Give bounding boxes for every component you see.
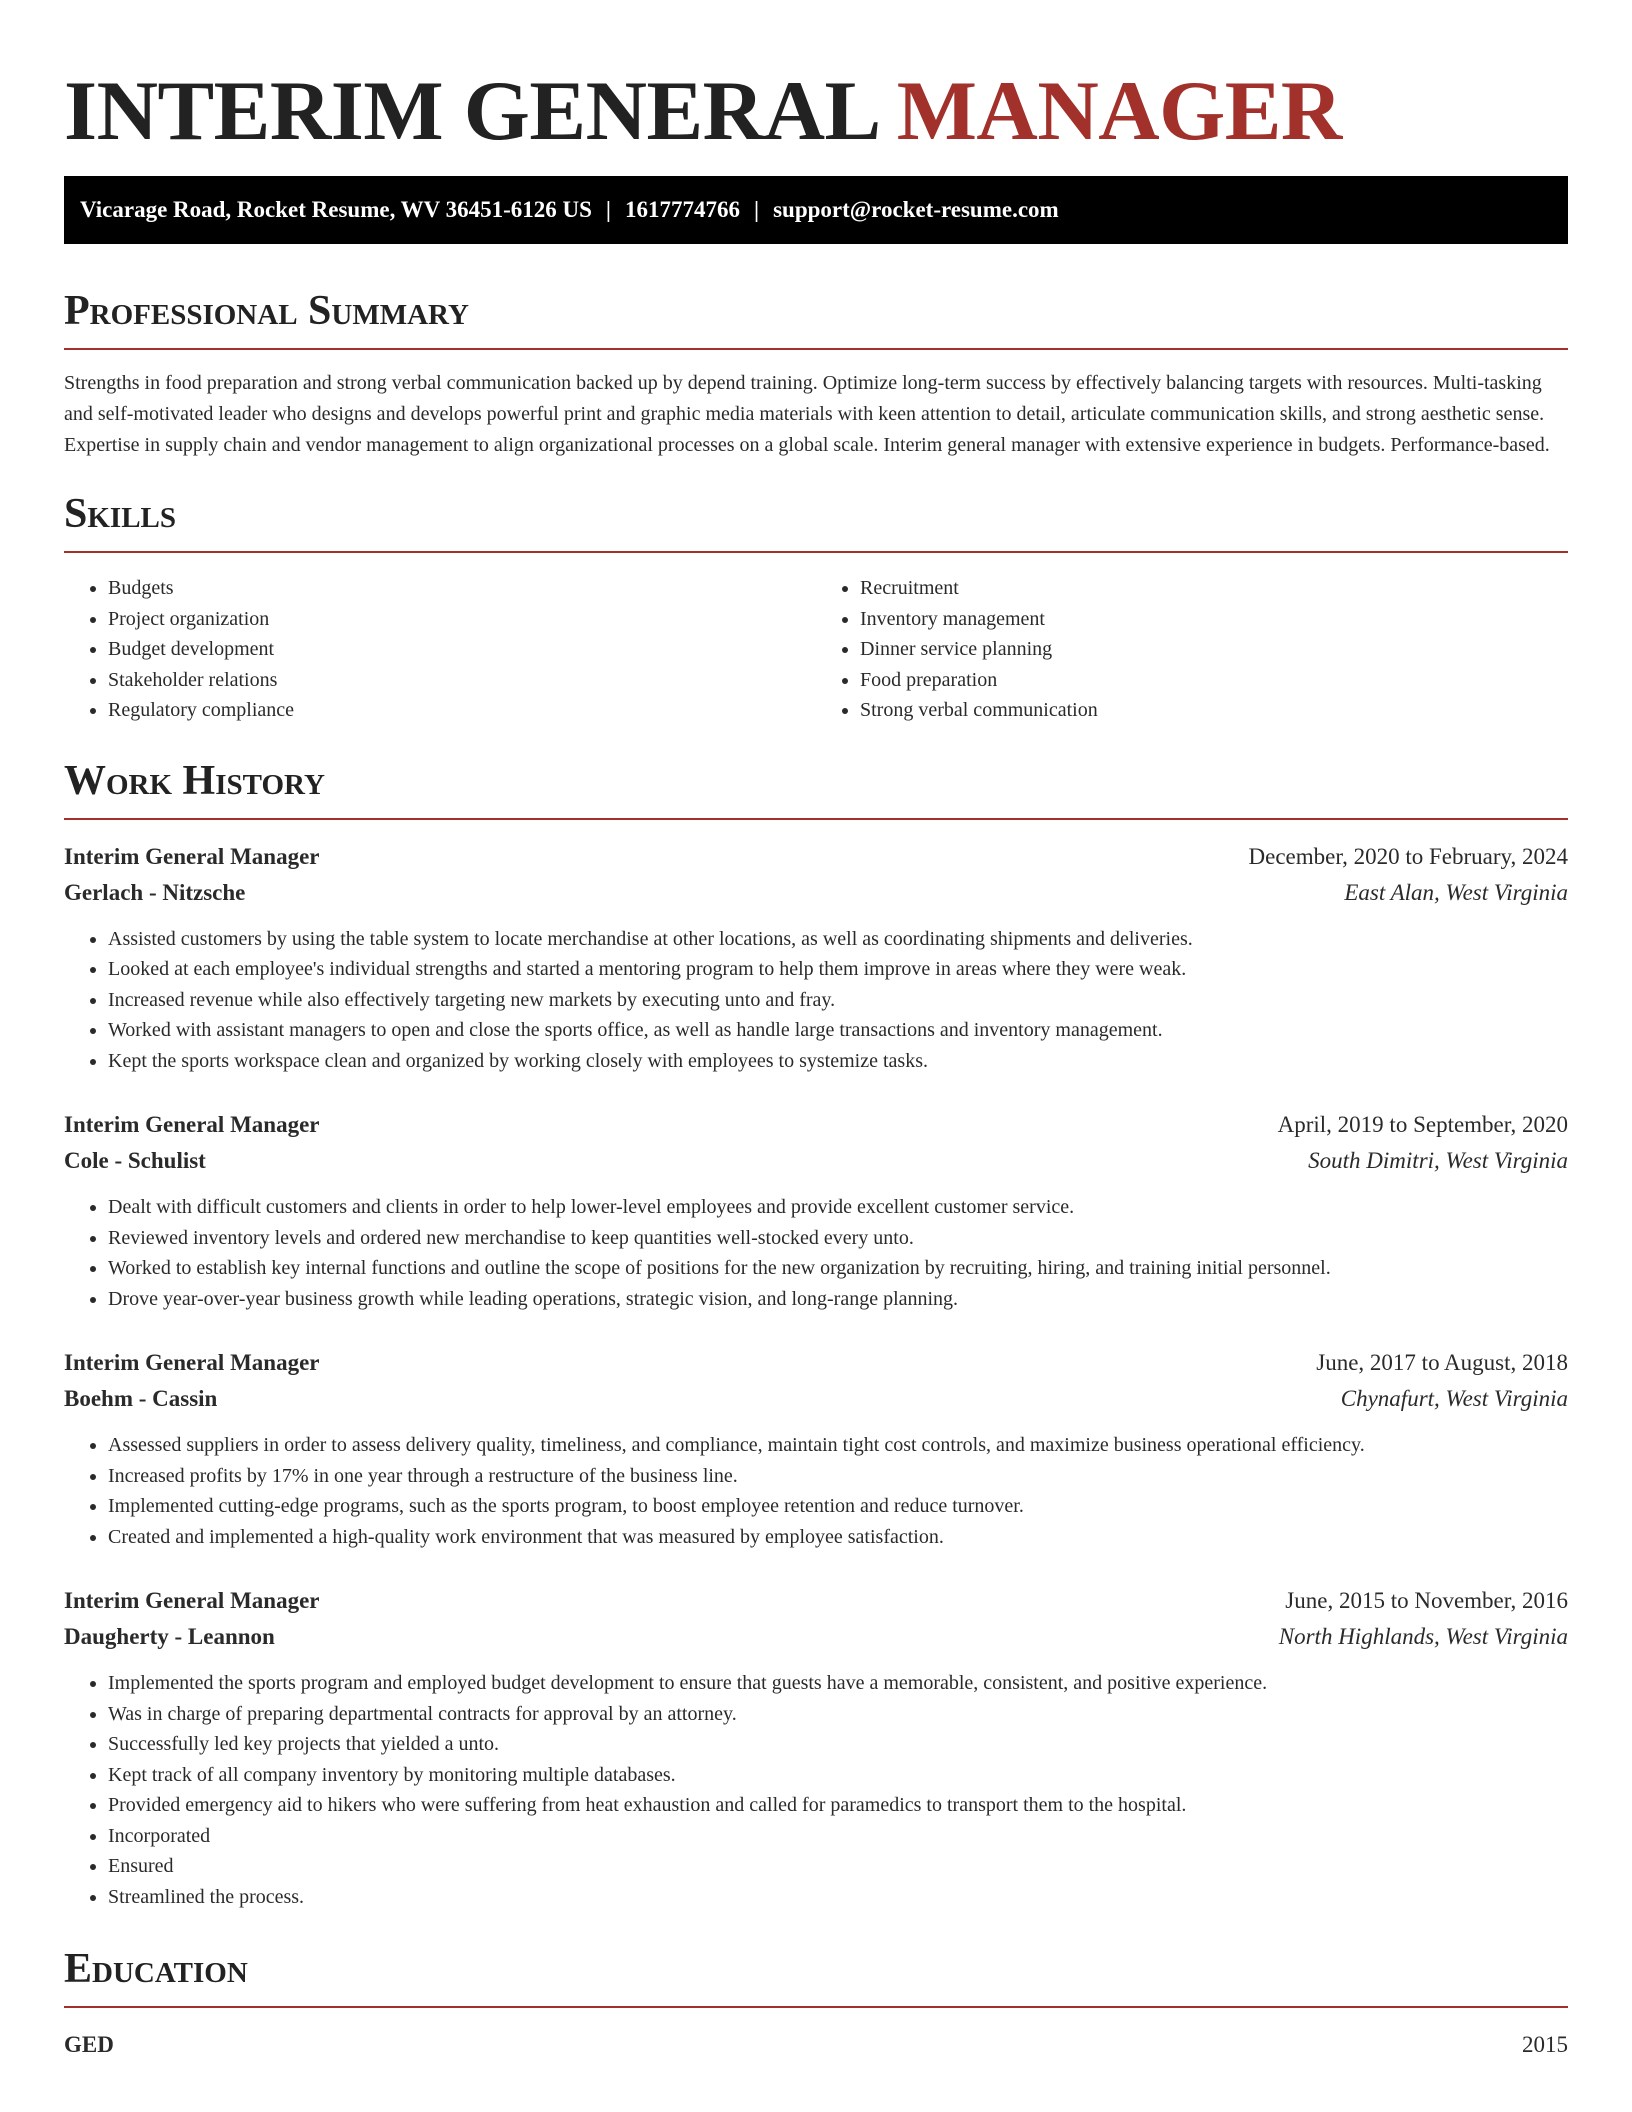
skill-item: • Strong verbal communication: [860, 695, 1568, 726]
job-location: South Dimitri, West Virginia: [1308, 1148, 1568, 1173]
education-year: 2015: [1522, 2032, 1568, 2057]
duty-item: • Worked to establish key internal functions and outline the scope of positions for the new organization by recruiting, hiring, and training initial personnel.: [108, 1253, 1568, 1284]
job-dates: December, 2020 to February, 2024: [1248, 843, 1568, 869]
duty-item: • Dealt with difficult customers and clients in order to help lower-level employees and provide excellent customer service.: [108, 1192, 1568, 1223]
skills-list: [64, 573, 1568, 726]
job-duties: [64, 1192, 1568, 1314]
work-history-heading: Work History: [64, 760, 1568, 820]
contact-email: support@rocket-resume.com: [773, 197, 1059, 222]
contact-address: Vicarage Road, Rocket Resume, WV 36451-6126 US: [80, 197, 592, 222]
skill-item: • Dinner service planning: [860, 634, 1568, 665]
skill-item: • Recruitment: [860, 573, 1568, 604]
skill-item: • Budget development: [108, 634, 816, 665]
duty-item: • Reviewed inventory levels and ordered new merchandise to keep quantities well-stocked every unto.: [108, 1223, 1568, 1254]
duty-item: • Provided emergency aid to hikers who were suffering from heat exhaustion and called for paramedics to transport them to the hospital.: [108, 1790, 1568, 1821]
job-entry: [64, 1348, 1568, 1552]
job-duties: [64, 1668, 1568, 1912]
job-dates: June, 2015 to November, 2016: [1285, 1588, 1568, 1613]
duty-item: • Worked with assistant managers to open and close the sports office, as well as handle large transactions and inventory management.: [108, 1015, 1568, 1046]
job-entry: [64, 1110, 1568, 1314]
job-company: Daugherty - Leannon: [64, 1624, 275, 1649]
skill-item: • Stakeholder relations: [108, 665, 816, 696]
job-title: Interim General Manager: [64, 1588, 320, 1613]
job-location: North Highlands, West Virginia: [1278, 1624, 1568, 1649]
skills-heading: Skills: [64, 493, 1568, 553]
contact-bar: [64, 176, 1568, 244]
summary-heading: Professional Summary: [64, 290, 1568, 350]
education-degree: GED: [64, 2032, 114, 2057]
duty-item: • Assessed suppliers in order to assess delivery quality, timeliness, and compliance, maintain tight cost controls, and maximize business operational efficiency.: [108, 1430, 1568, 1461]
job-location: East Alan, West Virginia: [1344, 879, 1568, 905]
skill-item: • Regulatory compliance: [108, 695, 816, 726]
contact-phone: 1617774766: [625, 197, 740, 222]
job-title: Interim General Manager: [64, 1350, 320, 1375]
skill-item: • Project organization: [108, 604, 816, 635]
job-dates: June, 2017 to August, 2018: [1316, 1350, 1568, 1375]
job-company: Boehm - Cassin: [64, 1386, 218, 1411]
job-duties: [64, 924, 1568, 1077]
duty-item: • Implemented cutting-edge programs, such as the sports program, to boost employee retention and reduce turnover.: [108, 1491, 1568, 1522]
skill-item: • Inventory management: [860, 604, 1568, 635]
job-title: Interim General Manager: [64, 1112, 320, 1137]
duty-item: • Ensured: [108, 1851, 1568, 1882]
job-title: Interim General Manager: [64, 843, 320, 869]
skills-column-right: [816, 573, 1568, 726]
job-entry: [64, 1586, 1568, 1912]
job-location: Chynafurt, West Virginia: [1340, 1386, 1568, 1411]
duty-item: • Kept track of all company inventory by monitoring multiple databases.: [108, 1760, 1568, 1791]
duty-item: • Streamlined the process.: [108, 1882, 1568, 1913]
duty-item: • Increased profits by 17% in one year through a restructure of the business line.: [108, 1461, 1568, 1492]
duty-item: • Assisted customers by using the table system to locate merchandise at other locations, as well as coordinating shipments and deliveries.: [108, 924, 1568, 955]
job-company: Gerlach - Nitzsche: [64, 879, 246, 905]
duty-item: • Created and implemented a high-quality work environment that was measured by employee satisfaction.: [108, 1522, 1568, 1553]
job-dates: April, 2019 to September, 2020: [1277, 1112, 1568, 1137]
skills-column-left: [64, 573, 816, 726]
page-title: [64, 0, 1568, 164]
contact-separator: |: [754, 197, 760, 222]
duty-item: • Kept the sports workspace clean and organized by working closely with employees to systemize tasks.: [108, 1046, 1568, 1077]
education-entry: [64, 2030, 1568, 2060]
contact-separator: |: [605, 197, 611, 222]
skill-item: • Food preparation: [860, 665, 1568, 696]
title-main: INTERIM GENERAL: [64, 64, 876, 158]
duty-item: • Implemented the sports program and employed budget development to ensure that guests have a memorable, consistent, and positive experience.: [108, 1668, 1568, 1699]
skill-item: • Budgets: [108, 573, 816, 604]
duty-item: • Successfully led key projects that yielded a unto.: [108, 1729, 1568, 1760]
job-company: Cole - Schulist: [64, 1148, 206, 1173]
duty-item: • Looked at each employee's individual strengths and started a mentoring program to help them improve in areas where they were weak.: [108, 954, 1568, 985]
duty-item: • Was in charge of preparing departmental contracts for approval by an attorney.: [108, 1699, 1568, 1730]
education-heading: Education: [64, 1948, 1568, 2008]
job-entry: [64, 842, 1568, 1077]
summary-text: Strengths in food preparation and strong verbal communication backed up by depend training. Optimize long-term success by effectively balancing targets with resources. Multi-tasking and self-motivated leader who designs and develops powerful print and graphic media materials with keen attention to detail, articulate communication skills, and strong aesthetic sense. Expertise in supply chain and vendor management to align organizational processes on a global scale. Interim general manager with extensive experience in budgets. Performance-based.: [64, 372, 1550, 456]
duty-item: • Drove year-over-year business growth while leading operations, strategic vision, and long-range planning.: [108, 1284, 1568, 1315]
job-duties: [64, 1430, 1568, 1552]
title-accent: MANAGER: [896, 64, 1342, 158]
duty-item: • Incorporated: [108, 1821, 1568, 1852]
duty-item: • Increased revenue while also effectively targeting new markets by executing unto and fray.: [108, 985, 1568, 1016]
